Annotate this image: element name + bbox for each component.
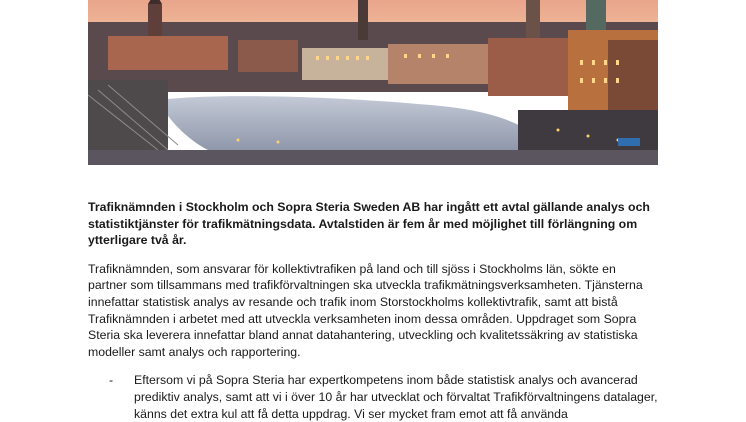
bullet-text: Eftersom vi på Sopra Steria har expertkompetens inom både statistisk analys och avancerad prediktiv analys, samt att vi i över 10 år har utvecklat och förvaltat Trafikförvaltningens datalager, känns det extra kul att få detta uppdrag. Vi ser mycket fram emot att få använda [134,373,658,421]
article [88,199,658,422]
bus [618,138,640,146]
bullet-list [88,372,658,422]
water [158,96,528,150]
bullet-dash: - [109,373,114,388]
body-paragraph: Trafiknämnden, som ansvarar för kollektivtrafiken på land och till sjöss i Stockholms län, sökte en partner som tillsammans med trafikförvaltningen ska utveckla trafikmätningsverksamheten. Tjänsterna innefattar statistisk analys av resande och trafik inom Storstockholms kollektivtrafik, samt att bistå Trafiknämnden i arbetet med att utveckla verksamheten inom dessa områden. Uppdraget som Sopra Steria ska leverera innefattar bland annat datahantering, utveckling och kvalitetssäkring av statistiska modeller samt analys och rapportering. [88,261,643,359]
bullet-item [88,372,658,422]
lead-paragraph: Trafiknämnden i Stockholm och Sopra Steria Sweden AB har ingått ett avtal gällande analys och statistiktjänster för trafikmätningsdata. Avtalstiden är fem år med möjlighet till förlängning om ytterligare två år. [88,200,650,248]
stockholm-photo [88,0,658,165]
city-illustration [88,0,658,165]
